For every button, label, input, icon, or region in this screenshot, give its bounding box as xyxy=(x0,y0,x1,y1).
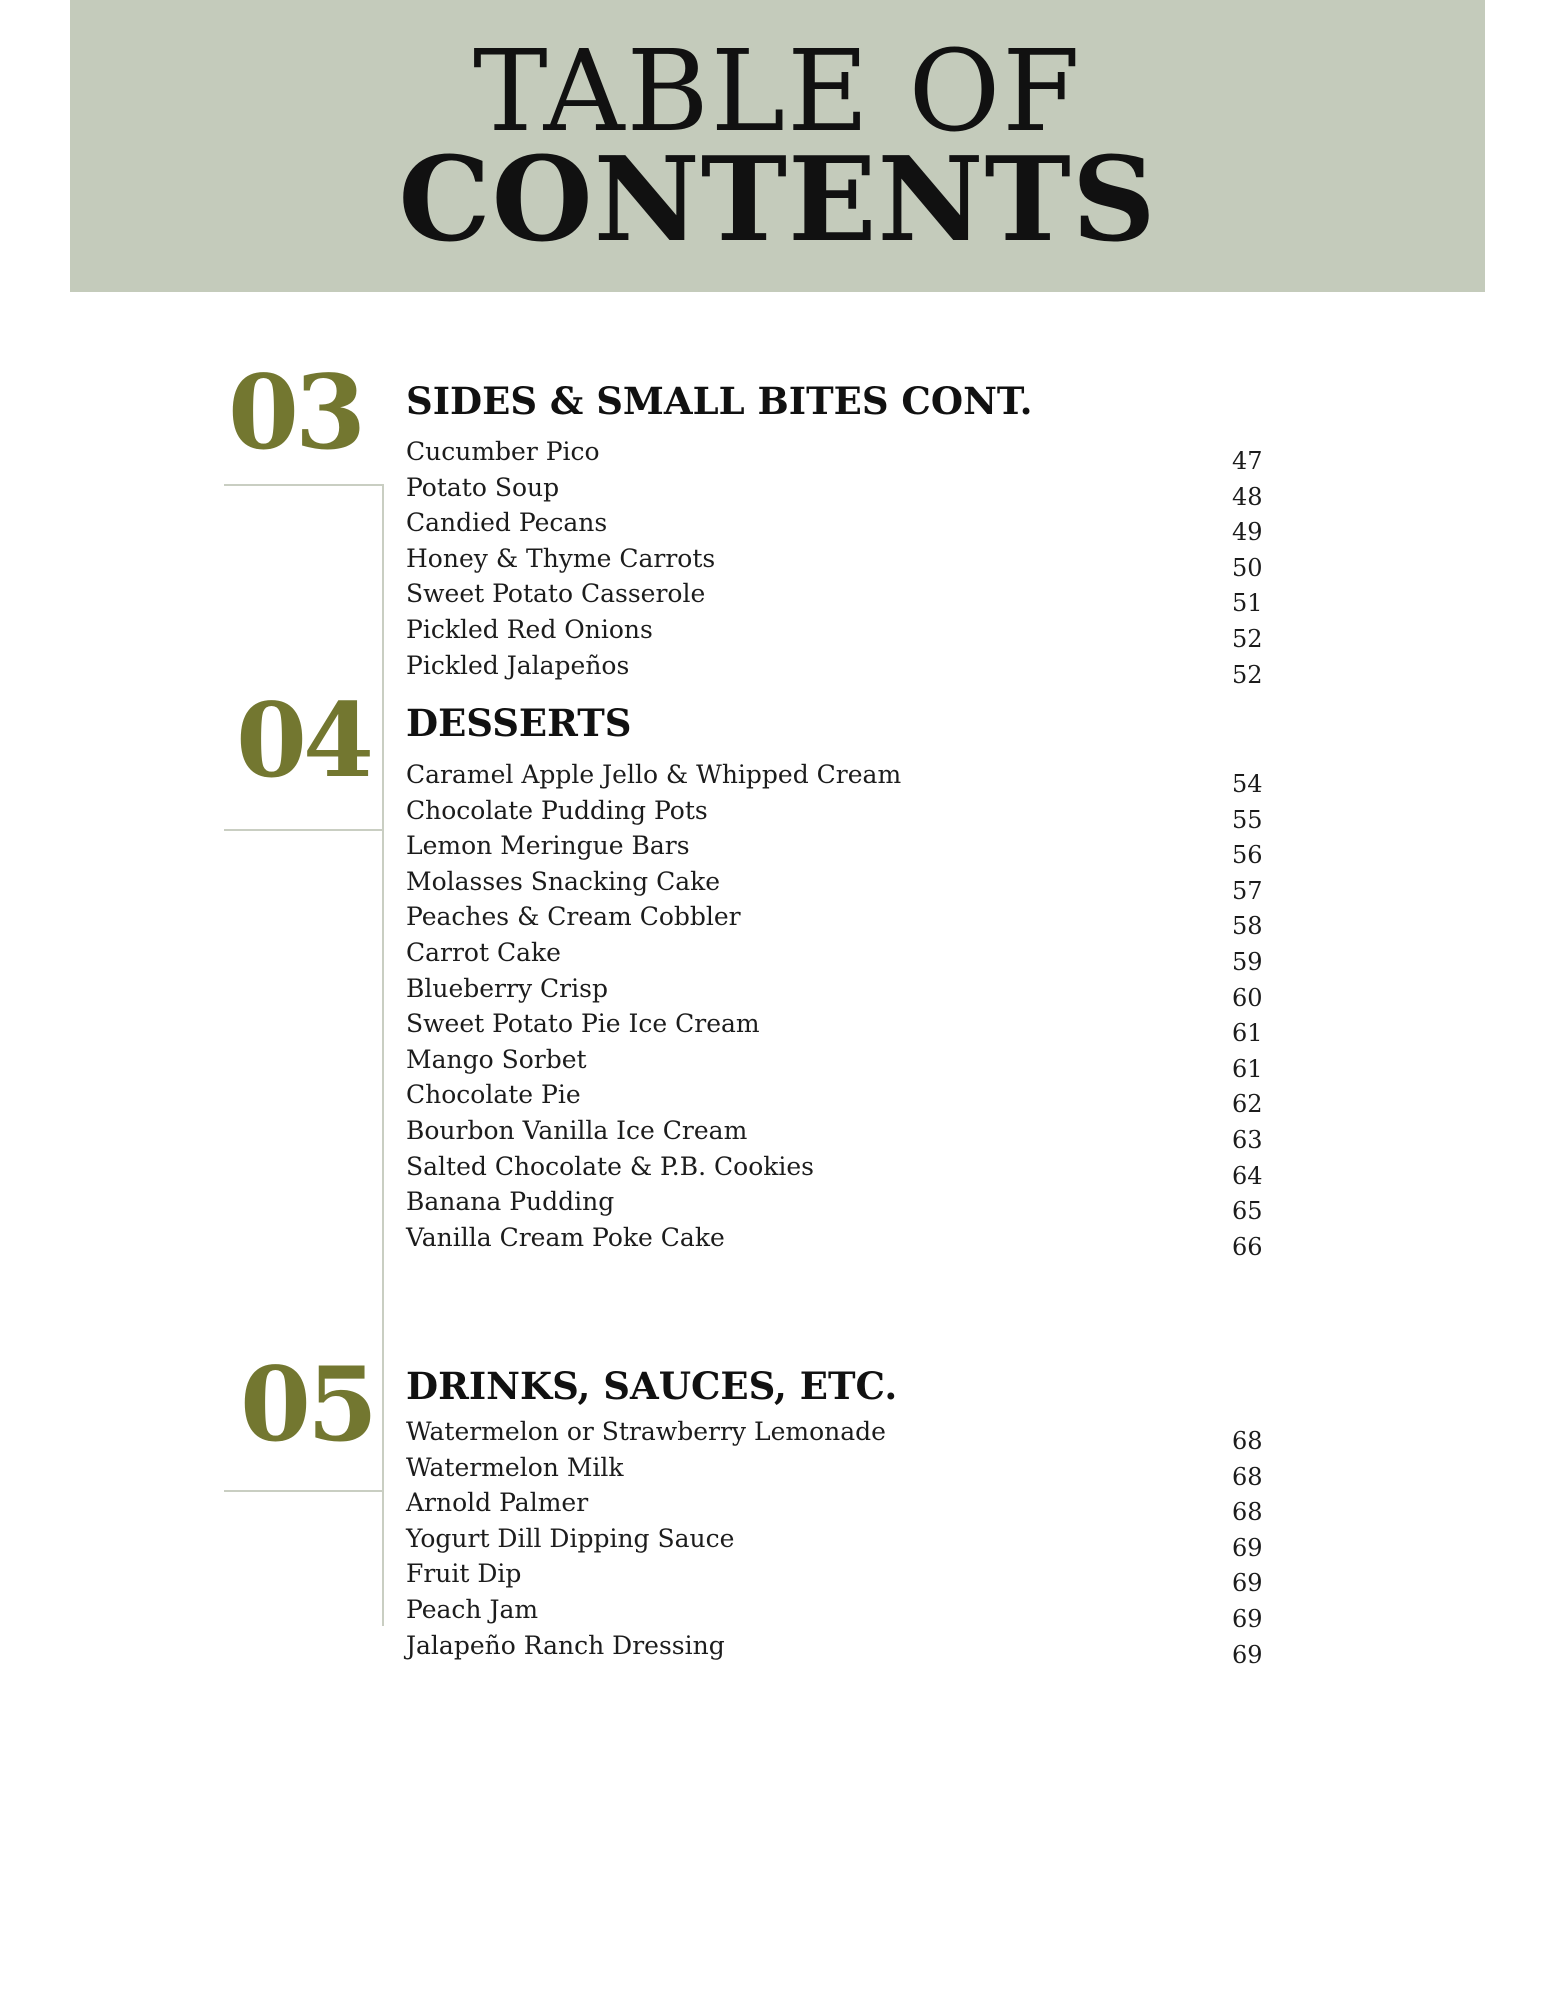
entry-page-number: 52 xyxy=(1232,624,1263,653)
toc-entry xyxy=(406,612,1286,653)
toc-entry xyxy=(406,1628,1286,1669)
entry-page-number: 69 xyxy=(1232,1640,1263,1669)
toc-entry xyxy=(406,1113,1286,1154)
section-heading: DRINKS, SAUCES, ETC. xyxy=(406,1364,898,1408)
section-number: 04 xyxy=(236,681,370,801)
toc-entry xyxy=(406,1592,1286,1633)
toc-entry xyxy=(406,1077,1286,1119)
entry-page-number: 68 xyxy=(1232,1498,1263,1527)
entry-title: Watermelon Milk xyxy=(406,1452,624,1482)
toc-entry xyxy=(406,1485,1286,1527)
toc-entry xyxy=(406,793,1286,834)
toc-entry xyxy=(406,576,1286,618)
entry-page-number: 48 xyxy=(1232,482,1263,511)
toc-entry xyxy=(406,1521,1286,1562)
section-heading: DESSERTS xyxy=(406,701,632,745)
entry-title: Sweet Potato Pie Ice Cream xyxy=(406,1009,760,1039)
toc-entry xyxy=(406,1220,1286,1261)
entry-page-number: 69 xyxy=(1232,1533,1263,1562)
toc-entry xyxy=(406,1184,1286,1226)
entry-title: Carrot Cake xyxy=(406,937,561,967)
entry-page-number: 50 xyxy=(1232,553,1263,582)
entry-page-number: 61 xyxy=(1232,1019,1263,1048)
entry-title: Potato Soup xyxy=(406,472,560,502)
entry-title: Mango Sorbet xyxy=(406,1044,587,1074)
section-number: 05 xyxy=(240,1345,374,1465)
entry-title: Watermelon or Strawberry Lemonade xyxy=(406,1417,886,1446)
entry-title: Banana Pudding xyxy=(406,1187,615,1217)
entry-page-number: 52 xyxy=(1232,660,1263,689)
toc-entry xyxy=(406,648,1286,689)
entry-page-number: 60 xyxy=(1232,983,1263,1012)
toc-entry xyxy=(406,864,1286,905)
entry-title: Pickled Jalapeños xyxy=(406,650,630,680)
entry-page-number: 66 xyxy=(1232,1232,1263,1261)
page-title-line-1: TABLE OF xyxy=(472,27,1083,157)
entry-page-number: 51 xyxy=(1232,589,1263,618)
toc-entry xyxy=(406,935,1286,976)
section-number-underline xyxy=(224,1490,384,1492)
vertical-divider xyxy=(382,485,384,1626)
entry-page-number: 61 xyxy=(1232,1054,1263,1083)
entry-page-number: 68 xyxy=(1232,1462,1263,1491)
entry-page-number: 59 xyxy=(1232,947,1263,976)
toc-entry xyxy=(406,1556,1286,1598)
entry-title: Vanilla Cream Poke Cake xyxy=(406,1222,725,1252)
entry-page-number: 69 xyxy=(1232,1569,1263,1598)
section-heading: SIDES & SMALL BITES CONT. xyxy=(406,379,1033,423)
entry-list xyxy=(406,1414,1286,1669)
page-title-line-2: CONTENTS xyxy=(398,132,1157,268)
toc-entry xyxy=(406,757,1286,798)
entry-page-number: 68 xyxy=(1232,1427,1263,1455)
entry-page-number: 58 xyxy=(1232,912,1263,941)
entry-title: Lemon Meringue Bars xyxy=(406,831,690,861)
section-number: 03 xyxy=(228,353,362,473)
toc-entry xyxy=(406,1450,1286,1491)
entry-title: Chocolate Pudding Pots xyxy=(406,795,708,825)
entry-page-number: 65 xyxy=(1232,1197,1263,1226)
toc-entry xyxy=(406,1006,1286,1048)
entry-title: Blueberry Crisp xyxy=(406,973,608,1003)
toc-entry xyxy=(406,971,1286,1012)
entry-page-number: 57 xyxy=(1232,876,1263,905)
entry-title: Sweet Potato Casserole xyxy=(406,579,706,609)
entry-title: Candied Pecans xyxy=(406,508,608,538)
entry-page-number: 55 xyxy=(1232,805,1263,834)
entry-title: Cucumber Pico xyxy=(406,437,600,466)
entry-title: Pickled Red Onions xyxy=(406,614,653,644)
section-number-underline xyxy=(224,829,384,831)
toc-entry xyxy=(406,505,1286,547)
entry-page-number: 47 xyxy=(1232,447,1263,475)
entry-title: Bourbon Vanilla Ice Cream xyxy=(406,1115,748,1145)
entry-title: Jalapeño Ranch Dressing xyxy=(406,1630,725,1660)
entry-page-number: 69 xyxy=(1232,1604,1263,1633)
entry-title: Peaches & Cream Cobbler xyxy=(406,902,741,932)
entry-page-number: 54 xyxy=(1232,770,1263,798)
toc-entry xyxy=(406,1042,1286,1083)
toc-entry xyxy=(406,1414,1286,1455)
entry-title: Salted Chocolate & P.B. Cookies xyxy=(406,1151,815,1181)
entry-page-number: 64 xyxy=(1232,1161,1263,1190)
entry-title: Peach Jam xyxy=(406,1594,539,1624)
entry-page-number: 56 xyxy=(1232,841,1263,870)
entry-page-number: 63 xyxy=(1232,1125,1263,1154)
entry-page-number: 62 xyxy=(1232,1090,1263,1119)
entry-title: Molasses Snacking Cake xyxy=(406,866,721,896)
entry-title: Fruit Dip xyxy=(406,1559,522,1589)
entry-title: Yogurt Dill Dipping Sauce xyxy=(406,1523,735,1553)
entry-list xyxy=(406,434,1286,689)
entry-title: Honey & Thyme Carrots xyxy=(406,543,716,573)
entry-list xyxy=(406,757,1286,1261)
title-banner xyxy=(70,0,1485,292)
toc-entry xyxy=(406,541,1286,582)
toc-entry xyxy=(406,470,1286,511)
entry-page-number: 49 xyxy=(1232,518,1263,547)
section-number-underline xyxy=(224,484,384,486)
toc-entry xyxy=(406,828,1286,870)
entry-title: Arnold Palmer xyxy=(406,1488,589,1518)
toc-entry xyxy=(406,899,1286,941)
entry-title: Chocolate Pie xyxy=(406,1080,581,1110)
toc-entry xyxy=(406,1149,1286,1190)
entry-title: Caramel Apple Jello & Whipped Cream xyxy=(406,760,902,789)
toc-entry xyxy=(406,434,1286,475)
